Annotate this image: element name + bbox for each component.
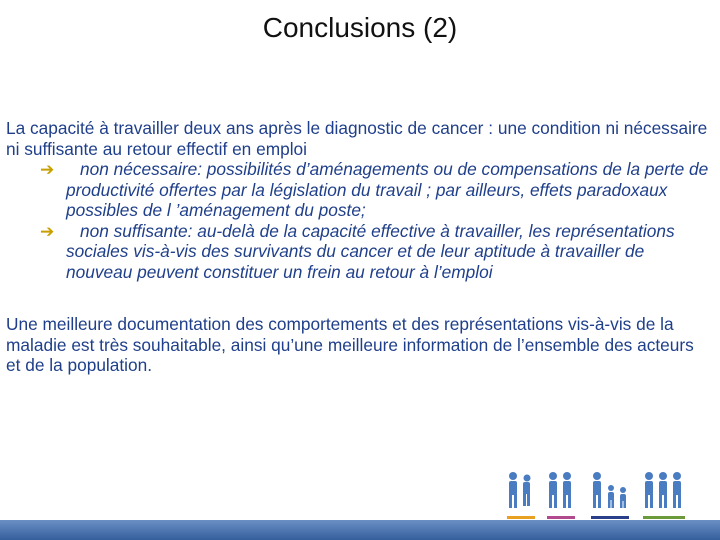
arrow-right-icon: ➔: [40, 221, 55, 241]
people-figures-icon: [509, 472, 681, 508]
bullet-item-1: [40, 159, 710, 221]
bullet-item-2: [40, 220, 710, 283]
conclusion-text: Une meilleure documentation des comportements et des représentations vis-à-vis de la maladie est très souhaitable, ainsi qu’une meilleure information de l’ensemble des acteurs et de la population.: [6, 314, 694, 375]
logo-bar-orange: [507, 516, 535, 519]
logo-bar-navy: [591, 516, 629, 519]
arrow-right-icon: ➔: [40, 160, 55, 179]
slide-title: Conclusions (2): [262, 12, 458, 43]
logo-bar-green: [643, 516, 685, 519]
people-logo: [505, 470, 695, 524]
bullet-text: non nécessaire: possibilités d’aménagements ou de compensations de la perte de productivité offertes par la législation du travail ; par ailleurs, effets paradoxaux possibles de l ’aménagement du poste;: [66, 159, 709, 220]
logo-bar-purple: [547, 516, 575, 519]
slide-body: [6, 118, 710, 376]
bullet-text: non suffisante: au-delà de la capacité effective à travailler, les représentations sociales vis-à-vis des survivants du cancer et de leur aptitude à travailler de nouveau peuvent constituer un frein au retour à l’emploi: [66, 220, 675, 282]
intro-text: La capacité à travailler deux ans après le diagnostic de cancer : une condition ni nécessaire ni suffisante au retour effectif en emploi: [6, 118, 708, 159]
footer-bar: [0, 520, 720, 540]
